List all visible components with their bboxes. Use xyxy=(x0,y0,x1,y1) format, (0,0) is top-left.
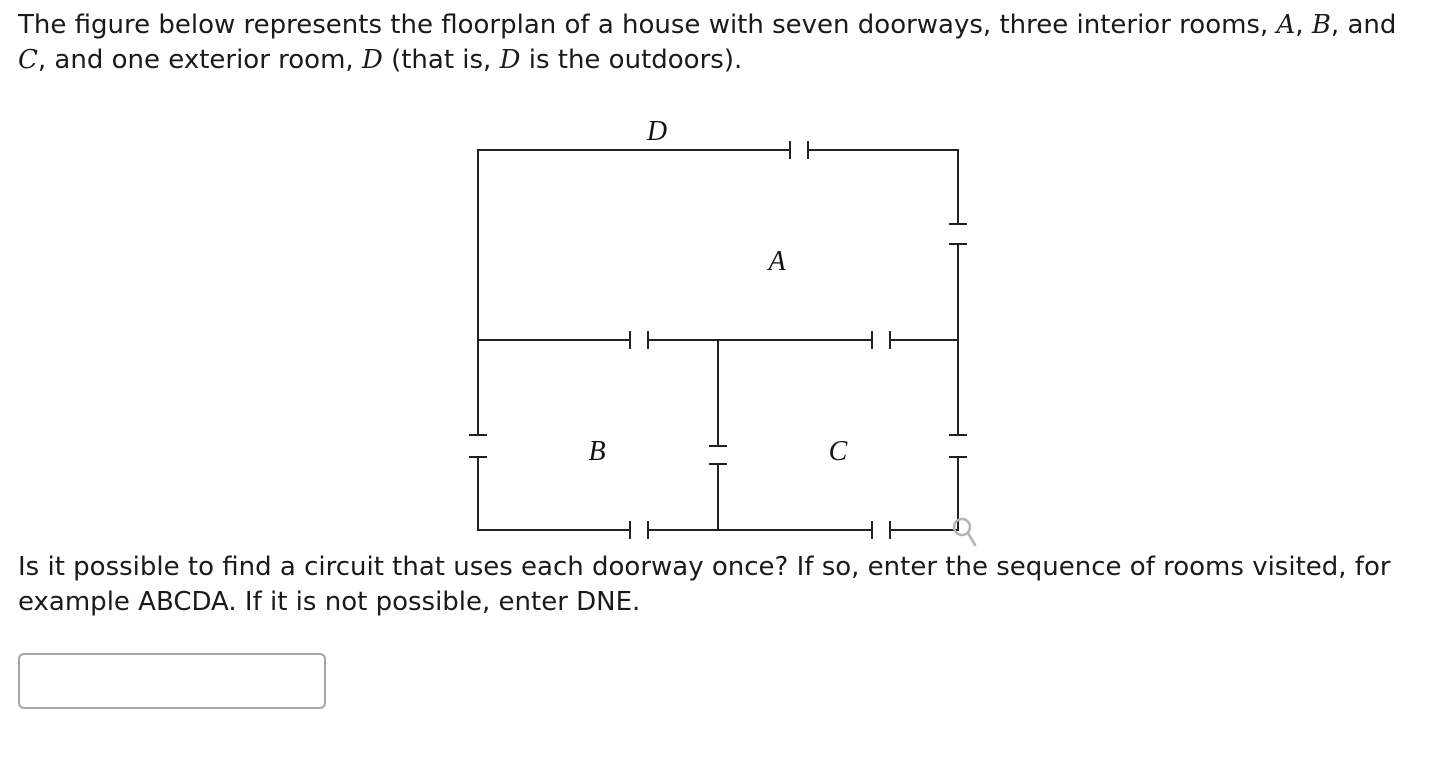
doorway-a-b xyxy=(630,332,648,348)
intro-room-b: B xyxy=(1311,10,1331,40)
intro-room-a: A xyxy=(1276,10,1296,40)
room-label-b: B xyxy=(588,436,606,467)
intro-room-d: D xyxy=(361,45,383,75)
doorway-d-a-right xyxy=(950,224,966,244)
doorway-d-b xyxy=(470,435,486,457)
room-label-a: A xyxy=(768,246,786,277)
question-text: Is it possible to find a circuit that uses each doorway once? If so, enter the sequence of rooms visited, for example ABCDA. If it is not possible, enter DNE. xyxy=(18,552,1391,617)
room-label-d: D xyxy=(646,116,668,147)
intro-text-2: , and one exterior room, xyxy=(37,45,362,75)
intro-text-3: (that is, xyxy=(382,45,500,75)
doorway-b-d-bottom xyxy=(630,522,648,538)
answer-input[interactable] xyxy=(18,653,326,709)
room-label-c: C xyxy=(828,436,848,467)
doorway-a-c xyxy=(872,332,890,348)
intro-room-c: C xyxy=(18,45,38,75)
intro-text-4: is the outdoors). xyxy=(520,45,743,75)
doorway-c-d-bottom xyxy=(872,522,890,538)
intro-room-d-2: D xyxy=(499,45,521,75)
intro-sep-1: , xyxy=(1295,10,1312,40)
intro-text-1: The figure below represents the floorplan of a house with seven doorways, three interior rooms, xyxy=(18,10,1277,40)
intro-sep-2: , and xyxy=(1330,10,1397,40)
doorway-d-c xyxy=(950,435,966,457)
doorway-b-c xyxy=(710,446,726,464)
doorway-d-a xyxy=(790,142,808,158)
